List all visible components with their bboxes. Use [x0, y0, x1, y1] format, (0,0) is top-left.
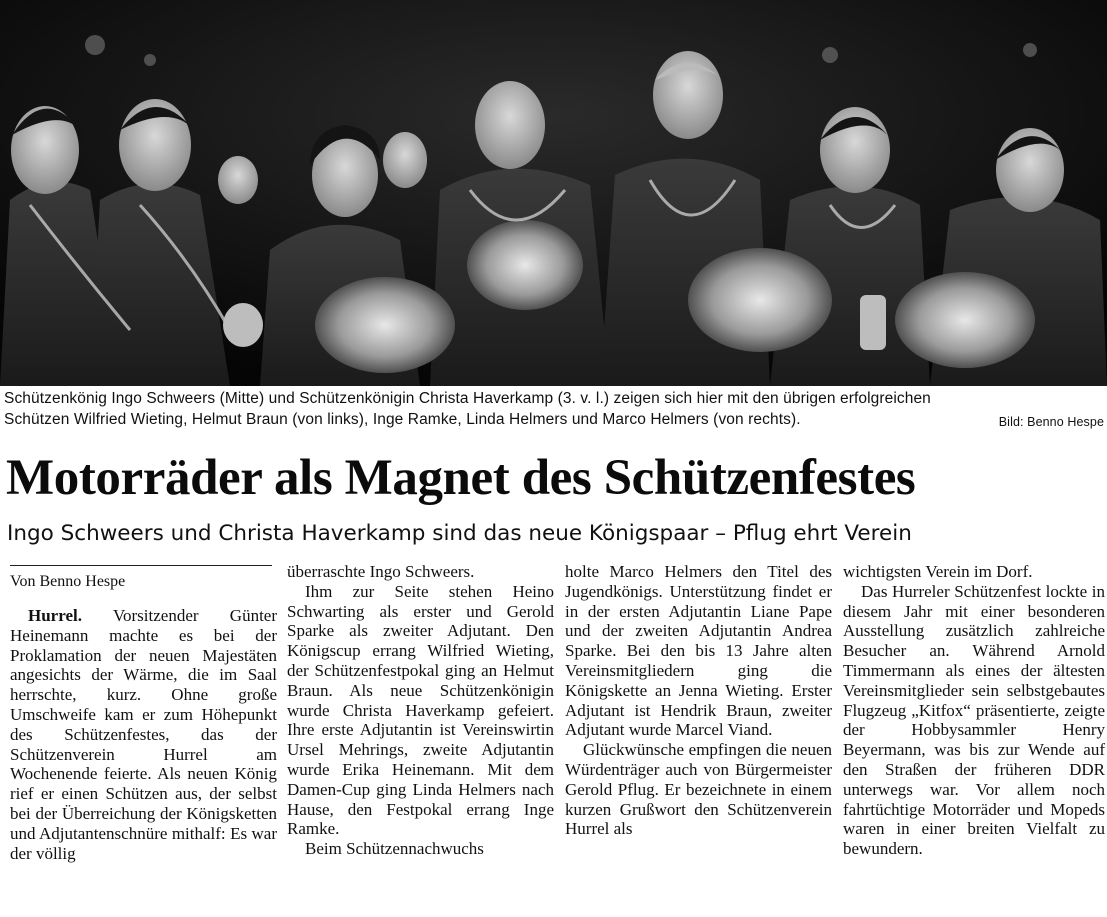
photo-caption: [4, 388, 1104, 433]
column-3-paragraph-2: Glückwünsche empfingen die neuen Würdenträger auch von Bürgermeister Gerold Pflug. Er bezeichnete in einem kurzen Grußwort den Schützenverein Hurrel als: [565, 740, 832, 839]
article-column-1: [10, 562, 277, 863]
photo-credit: Bild: Benno Hespe: [998, 415, 1104, 429]
column-4-paragraph-2: Das Hurreler Schützenfest lockte in diesem Jahr mit einer besonderen Ausstellung zusätzlich zahlreiche Besucher an. Während Arnold Timmermann als eines der ältesten Vereinsmitglieder sein selbstgebautes Flugzeug „Kitfox“ präsentierte, zeigte der Hobbysammler Henry Beyermann, was bis zur Wende auf den Straßen der früheren DDR unterwegs war. Vor allem noch fahrtüchtige Motorräder und Mopeds waren in einer breiten Vielfalt zu bewundern.: [843, 581, 1105, 859]
subheadline: Ingo Schweers und Christa Haverkamp sind das neue Königspaar – Pflug ehrt Verein: [7, 521, 912, 546]
column-2-paragraph-3: Beim Schützennachwuchs: [305, 839, 484, 859]
caption-line-1: Schützenkönig Ingo Schweers (Mitte) und Schützenkönigin Christa Haverkamp (3. v. l.) zeigen sich hier mit den übrigen erfolgreichen: [4, 390, 931, 407]
group-photo: [0, 0, 1107, 386]
column-1-text: Vorsitzender Günter Heinemann machte es bei der Proklamation der neuen Majestäten angesichts der Wärme, die im Saal herrschte, kurz. Ohne große Umschweife kam er zum Höhepunkt des Schützenfestes, das der Schützenverein Hurrel am Wochenende feierte. Als neuen König rief er einen Schützen aus, der selbst bei der Überreichung der Königsketten und Adjutantenschnüre mithalf: Es war der völlig: [10, 606, 277, 863]
group-photo-illustration: [0, 0, 1107, 386]
dateline: Hurrel.: [28, 606, 82, 625]
column-4-paragraph-1: wichtigsten Verein im Dorf.: [843, 562, 1033, 581]
column-3-paragraph-1: holte Marco Helmers den Titel des Jugendkönigs. Unterstützung findet er in der ersten Adjutantin Liane Pape und der zweiten Adjutantin Andrea Sparke. Bei den bis 13 Jahre alten Vereinsmitgliedern ging die Königskette an Jenna Wieting. Erster Adjutant ist Hendrik Braun, zweiter Adjutant wurde Marcel Viand.: [565, 562, 832, 740]
column-2-paragraph-1: überraschte Ingo Schweers.: [287, 562, 475, 581]
article-column-4: [843, 562, 1105, 859]
column-2-paragraph-2: Ihm zur Seite stehen Heino Schwarting als erster und Gerold Sparke als zweiter Adjutant. Den Königscup errang Wilfried Wieting, der Schützenfestpokal ging an Helmut Braun. Als neue Schützenkönigin wurde Christa Haverkamp gefeiert. Ihre erste Adjutantin ist Vereinswirtin Ursel Mehrings, zweite Adjutantin wurde Erika Heinemann. Mit dem Damen-Cup ging Linda Helmers nach Hause, den Festpokal errang Inge Ramke.: [287, 581, 554, 839]
headline: Motorräder als Magnet des Schützenfestes: [6, 450, 916, 506]
byline: Von Benno Hespe: [10, 565, 272, 591]
caption-line-2: Schützen Wilfried Wieting, Helmut Braun (von links), Inge Ramke, Linda Helmers und Marco Helmers (von rechts).: [4, 411, 801, 428]
article-column-2: [287, 562, 554, 859]
article-column-3: [565, 562, 832, 839]
